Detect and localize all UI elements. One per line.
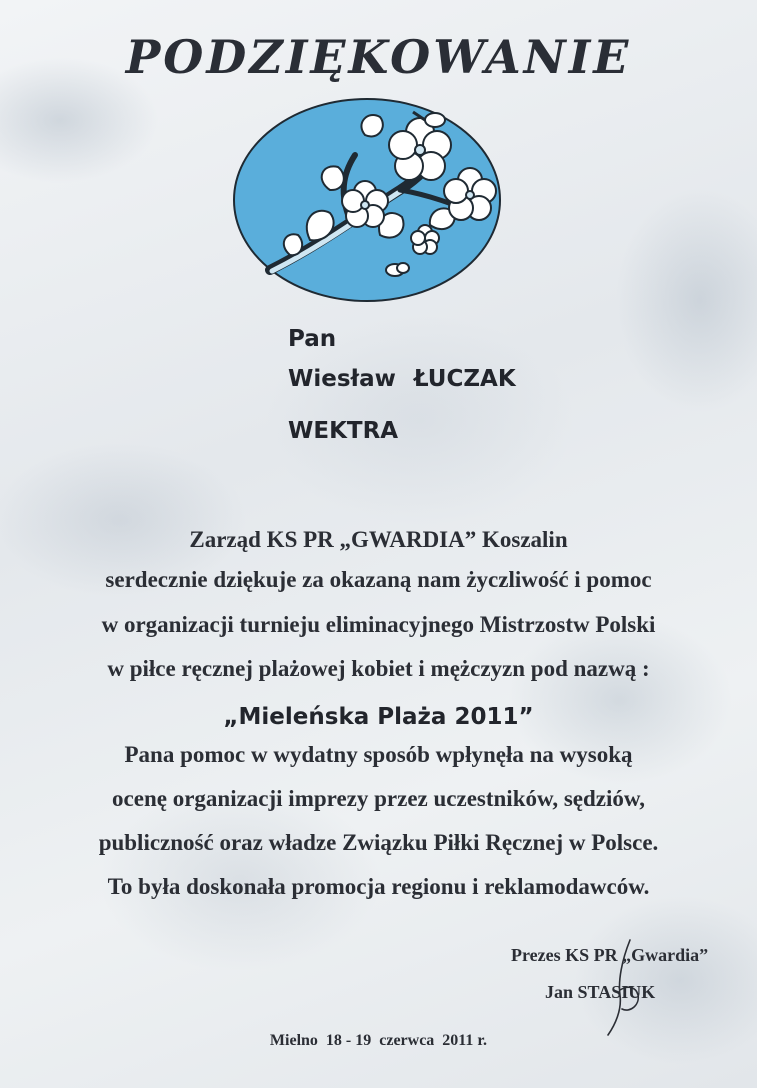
handwritten-signature (600, 935, 645, 1040)
body-line: w organizacji turnieju eliminacyjnego Mistrzostw Polski (101, 612, 656, 637)
body-line: Zarząd KS PR „GWARDIA” Koszalin (189, 527, 568, 552)
body-line: To była doskonała promocja regionu i reklamodawców. (107, 874, 650, 899)
body-line: serdecznie dziękuje za okazaną nam życzliwość i pomoc (105, 567, 652, 592)
recipient-salutation: Pan (288, 326, 337, 352)
place-and-date: Mielno 18 - 19 czerwca 2011 r. (269, 1032, 488, 1049)
body-line: ocenę organizacji imprezy przez uczestników, sędziów, (112, 786, 645, 811)
body-line: Pana pomoc w wydatny sposób wpłynęła na wysoką (124, 742, 633, 767)
signatory-role: Prezes KS PR „Gwardia” (511, 945, 709, 965)
body-line: publiczność oraz władze Związku Piłki Ręcznej w Polsce. (98, 830, 659, 855)
certificate-title: PODZIĘKOWANIE (125, 30, 632, 84)
recipient-company: WEKTRA (288, 418, 399, 444)
body-line: w piłce ręcznej plażowej kobiet i mężczyzn pod nazwą : (107, 656, 650, 681)
event-name: „Mieleńska Plaża 2011” (223, 704, 534, 730)
recipient-name: Wiesław ŁUCZAK (288, 366, 516, 392)
flower-branch-emblem (230, 95, 505, 305)
signatory-name: Jan STASIUK (545, 982, 656, 1002)
